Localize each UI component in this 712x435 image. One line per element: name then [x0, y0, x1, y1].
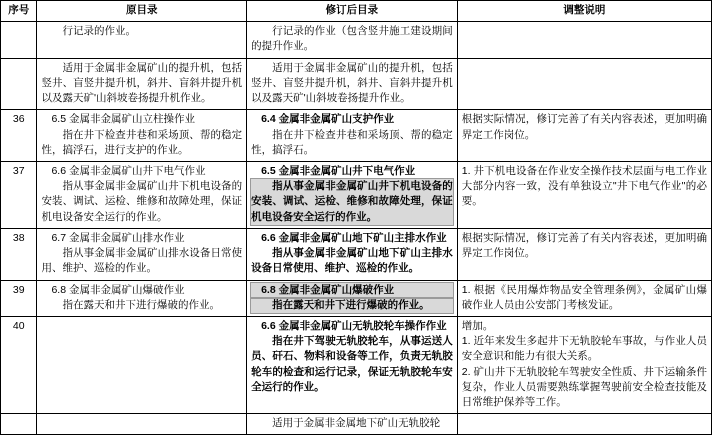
note-content-paragraph: 1. 井下机电设备在作业安全操作技术层面与电工作业大部分内容一致，没有单独设立"井下电气作业"的必要。: [461, 164, 707, 208]
new-content-cell: [247, 280, 458, 316]
column-header-no: 序号: [1, 1, 37, 22]
note-content-paragraph: 增加。: [461, 319, 494, 332]
row-number-cell: 38: [1, 228, 37, 280]
row-number-cell: [1, 58, 37, 110]
table-row: [1, 280, 712, 316]
old-content-paragraph: 指从事金属非金属矿山井下机电设备的安装、调试、运检、维修和故障处理，保证机电设备安全运行的作业。: [41, 180, 243, 223]
note-content-cell: [457, 58, 711, 110]
table-row: [1, 110, 712, 162]
old-content-paragraph: 指在露天和井下进行爆破的作业。: [62, 298, 220, 311]
note-content-cell: [457, 280, 711, 316]
note-content-cell: [457, 414, 711, 435]
row-number-cell: [1, 22, 37, 58]
note-content-cell: [457, 110, 711, 162]
row-number-cell: 40: [1, 316, 37, 413]
new-content-cell: [247, 110, 458, 162]
old-content-paragraph: 指从事金属非金属矿山排水设备日常使用、维护、巡检的作业。: [41, 247, 243, 275]
table-row-partial-top: [1, 22, 712, 58]
table-row: [1, 316, 712, 413]
old-content-paragraph: 6.7 金属非金属矿山排水作业: [51, 231, 185, 244]
table-row-partial-second: [1, 58, 712, 110]
table-row: [1, 228, 712, 280]
old-content-cell: [37, 228, 247, 280]
old-content-paragraph: 6.6 金属非金属矿山井下电气作业: [51, 164, 206, 177]
note-content-cell: [457, 316, 711, 413]
table-row: [1, 161, 712, 228]
note-content-cell: [457, 22, 711, 58]
new-content-paragraph: 指在露天和井下进行爆破的作业。: [251, 298, 453, 313]
new-content-paragraph: 6.8 金属非金属矿山爆破作业: [251, 283, 453, 298]
note-content-cell: [457, 228, 711, 280]
old-content-cell: [37, 161, 247, 228]
new-content-paragraph: 6.6 金属非金属矿山无轨胶轮车操作作业: [261, 319, 447, 332]
new-content-paragraph: 6.6 金属非金属矿山地下矿山主排水作业: [261, 231, 447, 244]
new-content-paragraph: 指从事金属非金属矿山地下矿山主排水设备日常使用、维护、巡检的作业。: [251, 247, 453, 275]
row-number-cell: [1, 414, 37, 435]
old-content-cell: [37, 316, 247, 413]
old-content-cell: [37, 58, 247, 110]
note-content-paragraph: 根据实际情况，修订完善了有关内容表述，更加明确界定工作岗位。: [461, 231, 707, 260]
note-content-paragraph: 2. 矿山井下无轨胶轮车驾驶安全性质、井下运输条件复杂，作业人员需要熟练掌握驾驶前安全检查技能及日常维护保养等工作。: [461, 365, 707, 409]
new-content-cell: [247, 161, 458, 228]
row-number-cell: 39: [1, 280, 37, 316]
new-content-cell-paragraph: 适用于金属非金属矿山的提升机，包括竖井、盲竖井提升机，斜井、盲斜井提升机以及露天矿'山斜坡卷扬提升作业。: [251, 61, 453, 105]
new-content-paragraph: 指在井下驾驶无轨胶轮车，从事运送人员、矸石、物料和设备等工作，负责无轨胶轮车的检查和运行记录，保证无轨胶轮车安全运行的作业。: [251, 335, 453, 393]
new-content-cell-paragraph: 行记录的作业（包含竖井施工建设期间的提升作业。: [251, 25, 453, 53]
column-header-new: 修订后目录: [247, 1, 458, 22]
column-header-note: 调整说明: [457, 1, 711, 22]
row-number-cell: 37: [1, 161, 37, 228]
old-content-cell: [37, 110, 247, 162]
old-content-paragraph: 指在井下检查井巷和采场顶、帮的稳定性，搞浮石，进行支护的作业。: [41, 128, 243, 156]
old-content-cell-paragraph: 行记录的作业。: [62, 25, 136, 38]
old-content-paragraph: 6.5 金属非金属矿山立柱操作业: [51, 113, 195, 126]
old-content-paragraph: 6.8 金属非金属矿山爆破作业: [51, 283, 185, 296]
table-body: [1, 22, 712, 435]
new-content-cell: [247, 316, 458, 413]
new-content-paragraph: 6.4 金属非金属矿山支护作业: [261, 113, 395, 126]
row-number-cell: 36: [1, 110, 37, 162]
new-content-cell: [247, 414, 458, 435]
note-content-paragraph: 1. 根据《民用爆炸物品安全管理条例》，金属矿山爆破作业人员由公安部门考核发证。: [461, 283, 707, 311]
old-content-cell: [37, 280, 247, 316]
new-content-cell: [247, 58, 458, 110]
table-header-row: [1, 1, 712, 22]
column-header-old: 原目录: [37, 1, 247, 22]
table-row-partial-bottom: [1, 414, 712, 435]
old-content-cell-paragraph: 适用于金属非金属矿山的提升机，包括竖井、盲竖井提升机，斜井、盲斜井提升机以及露天矿'山斜坡卷扬提升机作业。: [41, 61, 243, 105]
old-content-cell: [37, 22, 247, 58]
note-content-paragraph: 根据实际情况，修订完善了有关内容表述，更加明确界定工作岗位。: [461, 113, 707, 141]
new-content-cell: [247, 228, 458, 280]
new-content-cell: [247, 22, 458, 58]
new-content-paragraph: 指在井下检查井巷和采场顶、帮的稳定性，搞浮石。: [251, 128, 453, 156]
note-content-paragraph: 1. 近年来发生多起井下无轨胶轮车事故，与作业人员安全意识和能力有很大关系。: [461, 335, 707, 363]
old-content-cell: [37, 414, 247, 435]
new-content-cell-paragraph: 适用于金属非金属地下矿山无轨胶轮: [272, 417, 441, 430]
note-content-cell: [457, 161, 711, 228]
new-content-paragraph: 6.5 金属非金属矿山井下电气作业: [261, 164, 416, 177]
new-content-paragraph: 指从事金属非金属矿山井下机电设备的安装、调试、运检、维修和故障处理，保证机电设备安全运行的作业。: [251, 179, 453, 225]
